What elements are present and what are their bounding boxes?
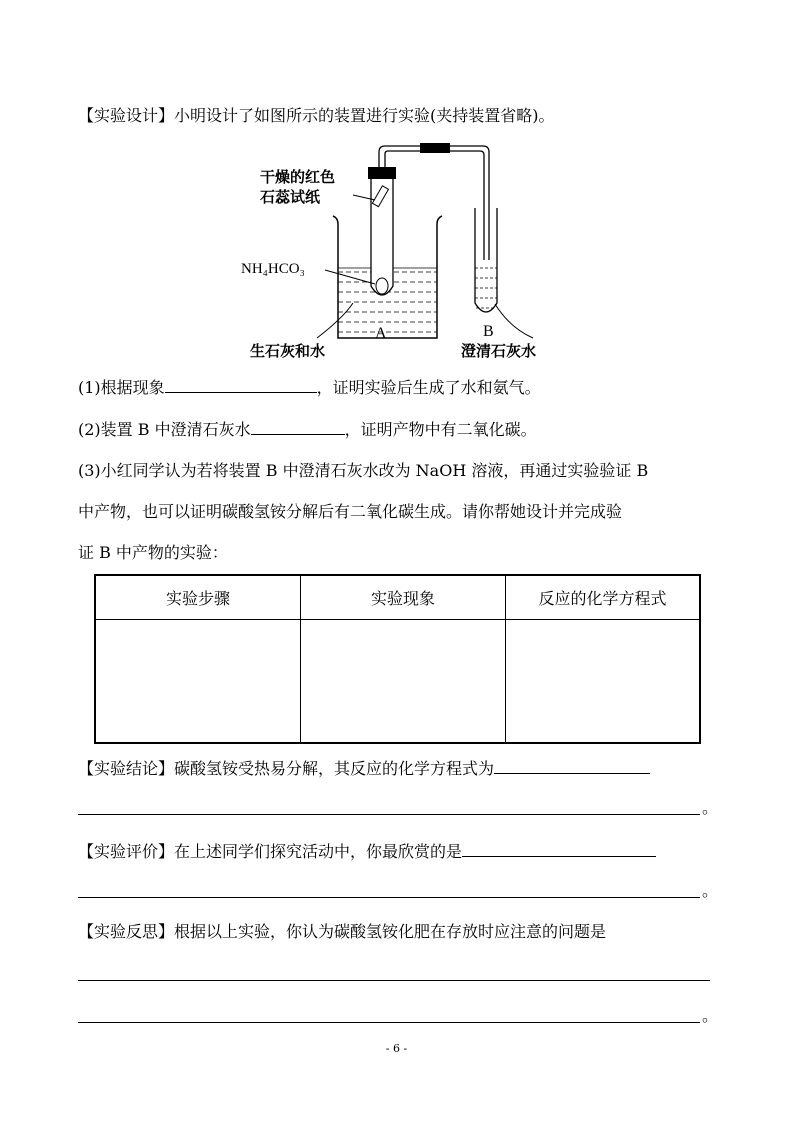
q2-suffix: ，证明产物中有二氧化碳。 bbox=[344, 420, 537, 439]
q1-prefix: (1)根据现象 bbox=[78, 378, 165, 397]
page-number: - 6 - bbox=[385, 1042, 408, 1055]
leader-lines bbox=[317, 195, 533, 338]
label-tube-b: 澄清石灰水 bbox=[461, 342, 537, 360]
evaluation-period: 。 bbox=[702, 881, 719, 900]
experiment-table bbox=[94, 574, 701, 744]
conclusion-tag: 【实验结论】 bbox=[78, 759, 175, 778]
label-compound: NH₄HCO₃ bbox=[241, 261, 305, 277]
conclusion-text: 碳酸氢铵受热易分解，其反应的化学方程式为 bbox=[174, 759, 495, 778]
reflection-tag: 【实验反思】 bbox=[78, 922, 175, 941]
answer-cell-steps[interactable] bbox=[95, 620, 301, 744]
evaluation-blank-2[interactable] bbox=[78, 897, 700, 898]
reflection-period: 。 bbox=[702, 1006, 719, 1025]
q2-prefix: (2)装置 B 中澄清石灰水 bbox=[78, 420, 251, 439]
design-text: 小明设计了如图所示的装置进行实验(夹持装置省略)。 bbox=[174, 106, 555, 125]
nh4hco3-solid bbox=[376, 278, 388, 294]
question-2 bbox=[78, 418, 537, 440]
header-steps: 实验步骤 bbox=[95, 575, 301, 620]
q3-line-3: 证 B 中产物的实验： bbox=[78, 543, 228, 562]
q3-line-2: 中产物，也可以证明碳酸氢铵分解后有二氧化碳生成。请你帮她设计并完成验 bbox=[78, 502, 623, 521]
q1-suffix: ，证明实验后生成了水和氨气。 bbox=[316, 378, 541, 397]
header-equation: 反应的化学方程式 bbox=[506, 575, 701, 620]
conclusion-line bbox=[78, 757, 650, 779]
reflection-text: 根据以上实验，你认为碳酸氢铵化肥在存放时应注意的问题是 bbox=[174, 922, 607, 941]
label-a: A bbox=[375, 325, 387, 342]
label-litmus-line2: 石蕊试纸 bbox=[260, 188, 321, 206]
stopper bbox=[368, 167, 396, 179]
conclusion-period: 。 bbox=[702, 798, 719, 817]
apparatus-figure bbox=[225, 138, 565, 370]
conclusion-blank-2[interactable] bbox=[78, 814, 700, 815]
reflection-line bbox=[78, 922, 606, 942]
label-litmus-line1: 干燥的红色 bbox=[260, 168, 336, 186]
reflection-blank-2[interactable] bbox=[78, 1022, 700, 1023]
design-tag: 【实验设计】 bbox=[78, 106, 175, 125]
test-tube-b bbox=[475, 208, 497, 312]
reflection-blank-1[interactable] bbox=[78, 980, 710, 981]
evaluation-text: 在上述同学们探究活动中，你最欣赏的是 bbox=[174, 842, 463, 861]
question-1 bbox=[78, 376, 541, 398]
limewater bbox=[475, 268, 497, 308]
table-header-row bbox=[95, 575, 700, 620]
design-line bbox=[78, 106, 555, 126]
label-beaker: 生石灰和水 bbox=[250, 342, 326, 360]
q3-line-1: (3)小红同学认为若将装置 B 中澄清石灰水改为 NaOH 溶液，再通过实验验证 B bbox=[78, 461, 649, 480]
table-answer-row bbox=[95, 620, 700, 744]
evaluation-line bbox=[78, 840, 656, 862]
q2-answer-blank[interactable] bbox=[251, 418, 345, 435]
evaluation-tag: 【实验评价】 bbox=[78, 842, 175, 861]
evaluation-blank-1[interactable] bbox=[462, 840, 656, 857]
conclusion-blank-1[interactable] bbox=[494, 757, 650, 774]
header-phenomena: 实验现象 bbox=[301, 575, 506, 620]
label-b: B bbox=[483, 323, 494, 340]
answer-cell-phenomena[interactable] bbox=[301, 620, 506, 744]
delivery-tube bbox=[379, 146, 489, 260]
q1-answer-blank[interactable] bbox=[165, 376, 317, 393]
rubber-connector bbox=[420, 143, 450, 153]
answer-cell-equation[interactable] bbox=[506, 620, 701, 744]
